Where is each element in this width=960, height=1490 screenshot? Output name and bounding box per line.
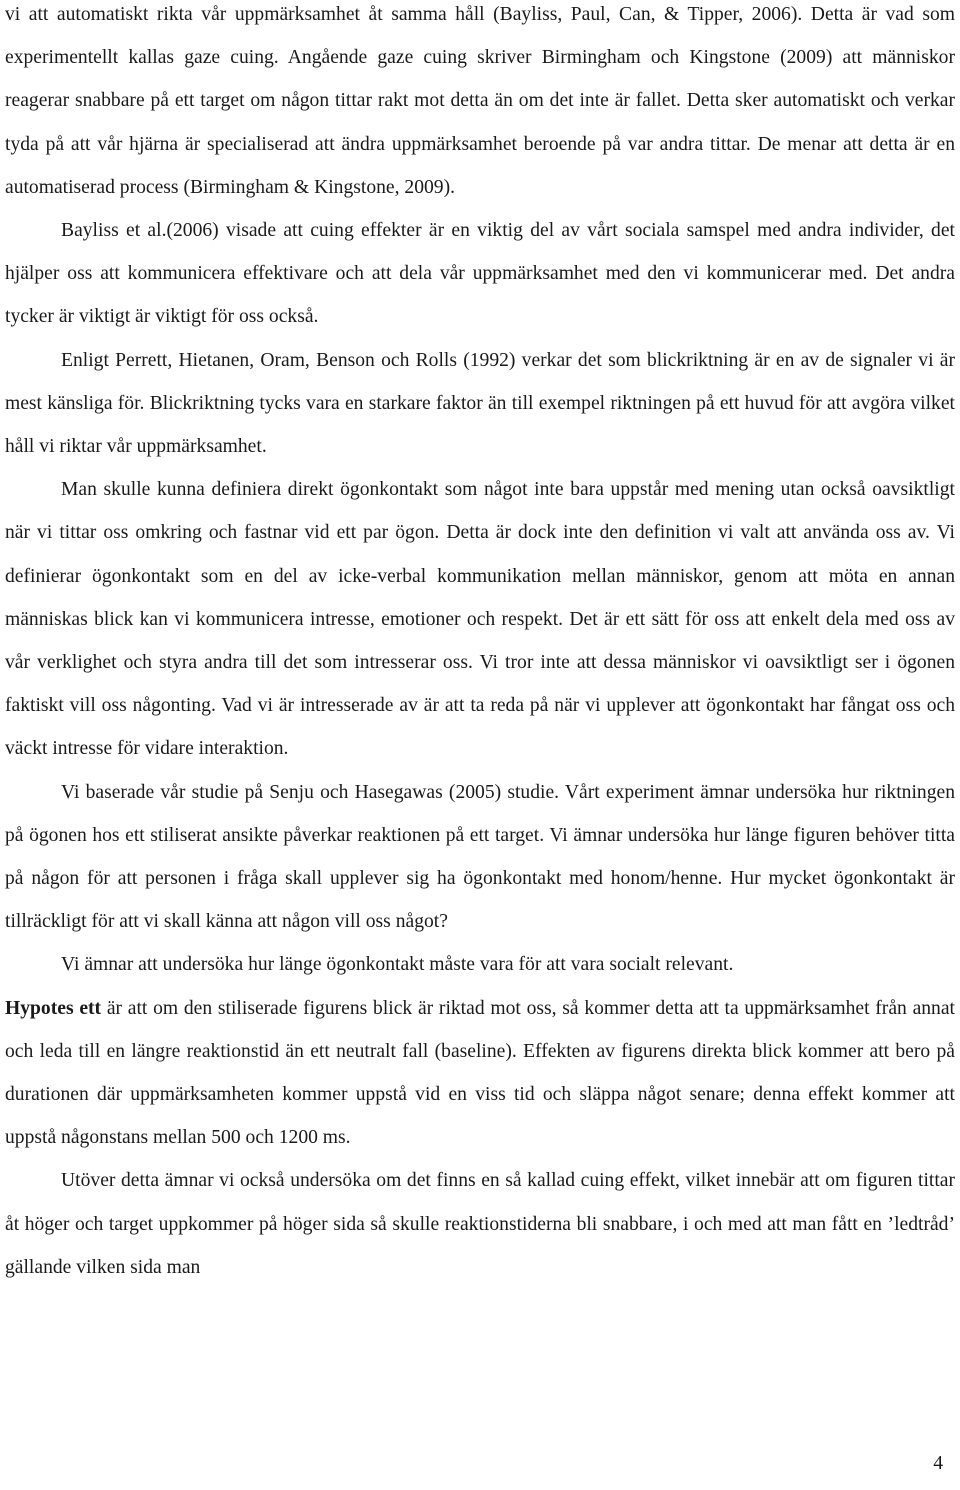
hypothesis-label: Hypotes ett: [5, 997, 102, 1019]
paragraph-eye-contact-definition: Man skulle kunna definiera direkt ögonkontakt som något inte bara uppstår med mening utan också oavsiktligt när vi tittar oss omkring och fastnar vid ett par ögon. Detta är dock inte den definition vi valt att använda oss av. Vi definierar ögonkontakt som en del av icke-verbal kommunikation mellan människor, genom att möta en annan människas blick kan vi kommunicera intresse, emotioner och respekt. Det är ett sätt för oss att enkelt dela med oss av vår verklighet och styra andra till det som intresserar oss. Vi tror inte att dessa människor vi oavsiktligt ser i ögonen faktiskt vill oss någonting. Vad vi är intresserade av är att ta reda på när vi upplever att ögonkontakt har fångat oss och väckt intresse för vidare interaktion.: [5, 479, 955, 760]
document-page: [5, 0, 955, 1289]
paragraph-cuing-effect: Utöver detta ämnar vi också undersöka om det finns en så kallad cuing effekt, vilket innebär att om figuren tittar åt höger och target uppkommer på höger sida så skulle reaktionstiderna bli snabbare, i och med att man fått en ’ledtråd’ gällande vilken sida man: [5, 1170, 955, 1278]
hypothesis-text: är att om den stiliserade figurens blick är riktad mot oss, så kommer detta att ta uppmärksamhet från annat och leda till en längre reaktionstid än ett neutralt fall (baseline). Effekten av figurens direkta blick kommer att bero på durationen där uppmärksamheten kommer uppstå vid en viss tid och släppa något senare; denna effekt kommer att uppstå någonstans mellan 500 och 1200 ms.: [5, 997, 955, 1149]
page-number: 4: [933, 1453, 943, 1474]
paragraph-aim: Vi ämnar att undersöka hur länge ögonkontakt måste vara för att vara socialt relevant.: [61, 954, 734, 976]
paragraph-hypothesis: [5, 987, 955, 1160]
paragraph-perrett: Enligt Perrett, Hietanen, Oram, Benson och Rolls (1992) verkar det som blickriktning är en av de signaler vi är mest känsliga för. Blickriktning tycks vara en starkare faktor än till exempel riktningen på ett huvud för att avgöra vilket håll vi riktar vår uppmärksamhet.: [5, 349, 955, 458]
paragraph-study-basis: Vi baserade vår studie på Senju och Hasegawas (2005) studie. Vårt experiment ämnar undersöka hur riktningen på ögonen hos ett stiliserat ansikte påverkar reaktionen på ett target. Vi ämnar undersöka hur länge figuren behöver titta på någon för att personen i fråga skall upplever sig ha ögonkontakt med honom/henne. Hur mycket ögonkontakt är tillräckligt för att vi skall känna att någon vill oss något?: [5, 781, 955, 933]
paragraph-bayliss: Bayliss et al.(2006) visade att cuing effekter är en viktig del av vårt sociala samspel med andra individer, det hjälper oss att kommunicera effektivare och att dela vår uppmärksamhet med den vi kommunicerar med. Det andra tycker är viktigt är viktigt för oss också.: [5, 220, 955, 328]
paragraph-continued: vi att automatiskt rikta vår uppmärksamhet åt samma håll (Bayliss, Paul, Can, & Tipper, 2006). Detta är vad som experimentellt kallas gaze cuing. Angående gaze cuing skriver Birmingham och Kingstone (2009) att människor reagerar snabbare på ett target om någon tittar rakt mot detta än om det inte är fallet. Detta sker automatiskt och verkar tyda på att vår hjärna är specialiserad att ändra uppmärksamhet beroende på var andra tittar. De menar att detta är en automatiserad process (Birmingham & Kingstone, 2009).: [5, 4, 955, 198]
